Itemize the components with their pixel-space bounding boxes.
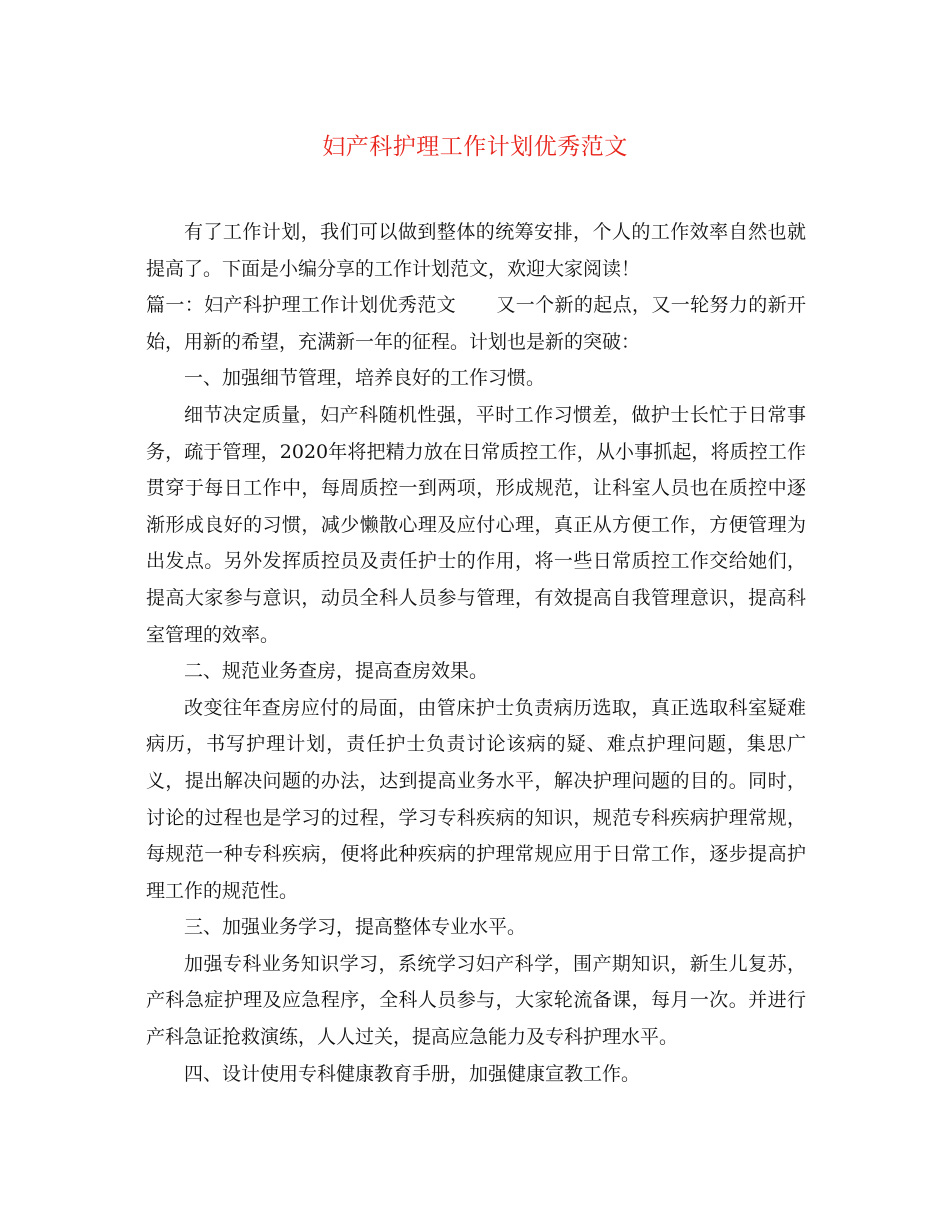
intro-paragraph: 有了工作计划，我们可以做到整体的统筹安排，个人的工作效率自然也就提高了。下面是小编分享的工作计划范文，欢迎大家阅读！ xyxy=(146,221,806,280)
item-1-body: 细节决定质量，妇产科随机性强，平时工作习惯差，做护士长忙于日常事务，疏于管理，2020年将把精力放在日常质控工作，从小事抓起，将质控工作贯穿于每日工作中，每周质控一到两项，形成规范，让科室人员也在质控中逐渐形成良好的习惯，减少懒散心理及应付心理，真正从方便工作，方便管理为出发点。另外发挥质控员及责任护士的作用，将一些日常质控工作交给她们，提高大家参与意识，动员全科人员参与管理，有效提高自我管理意识，提高科室管理的效率。 xyxy=(146,403,806,646)
section-paragraph xyxy=(146,287,806,360)
document-title: 妇产科护理工作计划优秀范文 xyxy=(322,134,628,160)
item-2-body: 改变往年查房应付的局面，由管床护士负责病历选取，真正选取科室疑难病历，书写护理计划，责任护士负责讨论该病的疑、难点护理问题，集思广义，提出解决问题的办法，达到提高业务水平，解决护理问题的目的。同时，讨论的过程也是学习的过程，学习专科疾病的知识，规范专科疾病护理常规，每规范一种专科疾病，便将此种疾病的护理常规应用于日常工作，逐步提高护理工作的规范性。 xyxy=(146,696,806,902)
item-3-heading: 三、加强业务学习，提高整体专业水平。 xyxy=(184,916,527,939)
section-lead: 又一个新的起点，又一轮努力的新开始，用新的希望，充满新一年的征程。计划也是新的突破： xyxy=(146,294,806,353)
item-4-heading: 四、设计使用专科健康教育手册，加强健康宣教工作。 xyxy=(184,1062,641,1085)
document-body xyxy=(146,214,806,1092)
item-2-heading: 二、规范业务查房，提高查房效果。 xyxy=(184,660,489,683)
section-label: 篇一：妇产科护理工作计划优秀范文 xyxy=(146,294,456,317)
item-3-body: 加强专科业务知识学习，系统学习妇产科学，围产期知识，新生儿复苏，产科急症护理及应急程序，全科人员参与，大家轮流备课，每月一次。并进行产科急证抢救演练，人人过关，提高应急能力及专科护理水平。 xyxy=(146,952,806,1049)
item-1-heading: 一、加强细节管理，培养良好的工作习惯。 xyxy=(184,367,546,390)
